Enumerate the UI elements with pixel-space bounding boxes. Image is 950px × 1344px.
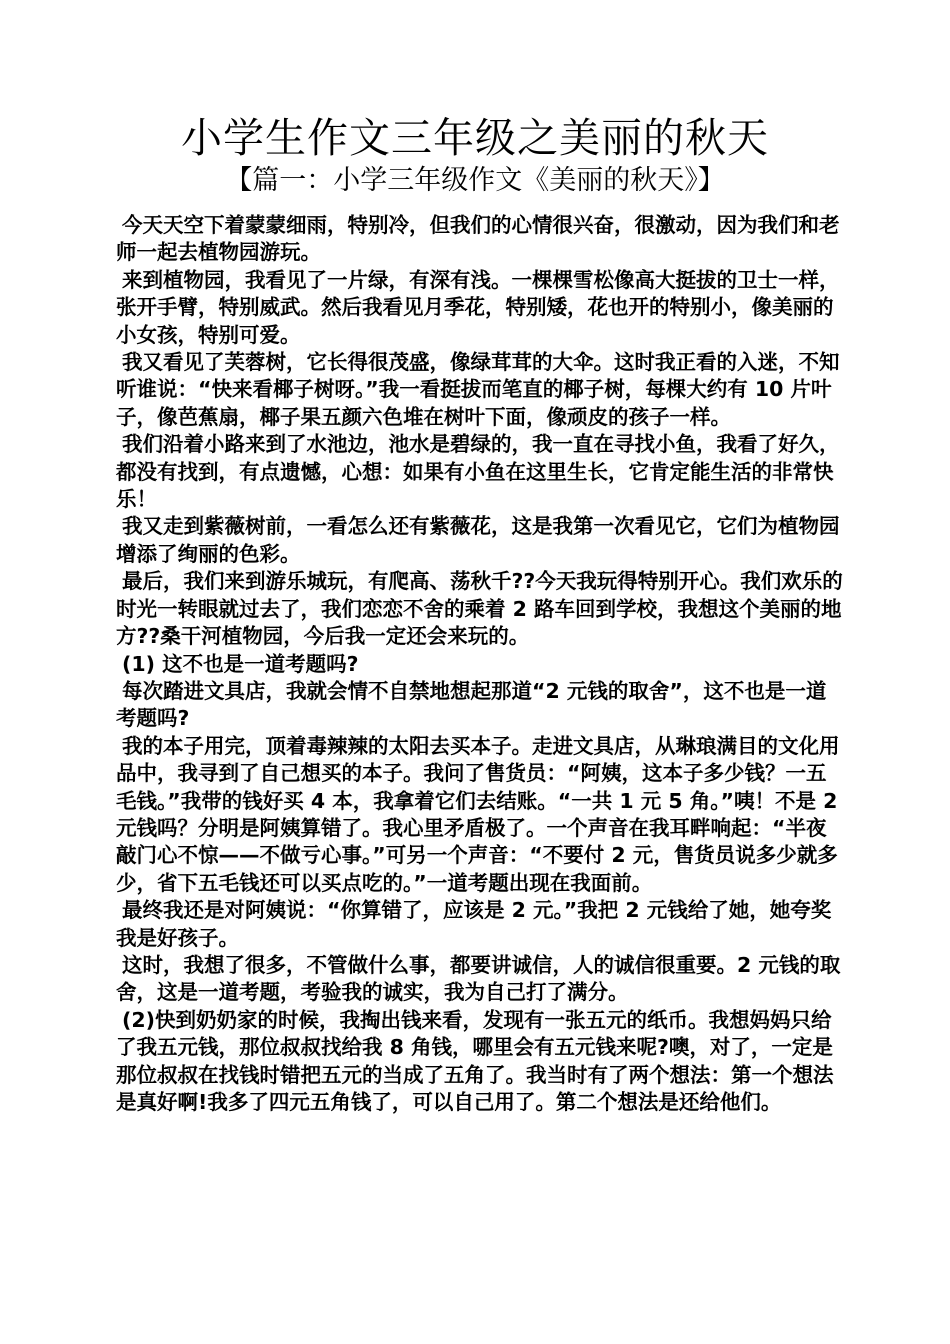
paragraph: 每次踏进文具店，我就会情不自禁地想起那道“2 元钱的取舍”，这不也是一道考题吗? (116, 678, 827, 731)
paragraph: (1) 这不也是一道考题吗? (122, 651, 359, 676)
paragraph: 今天天空下着蒙蒙细雨，特别冷，但我们的心情很兴奋，很激动，因为我们和老师一起去植物园游玩。 (116, 213, 840, 265)
paragraph: 最后，我们来到游乐城玩，有爬高、荡秋千??今天我玩得特别开心。我们欢乐的时光一转眼就过去了，我们恋恋不舍的乘着 2 路车回到学校，我想这个美丽的地方??桑干河植物园，今后我一定还会来玩的。 (116, 569, 843, 649)
paragraph: 我们沿着小路来到了水池边，池水是碧绿的，我一直在寻找小鱼，我看了好久，都没有找到，有点遗憾，心想：如果有小鱼在这里生长，它肯定能生活的非常快乐！ (116, 432, 840, 512)
paragraph: 来到植物园，我看见了一片绿，有深有浅。一棵棵雪松像高大挺拔的卫士一样，张开手臂，特别威武。然后我看见月季花，特别矮，花也开的特别小，像美丽的小女孩，特别可爱。 (116, 267, 840, 347)
paragraph: 最终我还是对阿姨说：“你算错了，应该是 2 元。”我把 2 元钱给了她，她夸奖我是好孩子。 (116, 898, 832, 950)
paragraph: (2)快到奶奶家的时候，我掏出钱来看，发现有一张五元的纸币。我想妈妈只给了我五元钱，那位叔叔找给我 8 角钱，哪里会有五元钱来呢?噢，对了，一定是那位叔叔在找钱时错把五元的当成了五角了。我当时有了两个想法：第一个想法是真好啊!我多了四元五角钱了，可以自己用了。第二个想法是还给他们。 (116, 1007, 834, 1114)
paragraph: 我又走到紫薇树前，一看怎么还有紫薇花，这是我第一次看见它，它们为植物园增添了绚丽的色彩。 (116, 514, 840, 566)
paragraph: 我的本子用完，顶着毒辣辣的太阳去买本子。走进文具店，从琳琅满目的文化用品中，我寻到了自己想买的本子。我问了售货员：“阿姨，这本子多少钱？一五毛钱。”我带的钱好买 4 本，我拿着它们去结账。“一共 1 元 5 角。”咦！不是 2 元钱吗？分明是阿姨算错了。我心里矛盾极了。一个声音在我耳畔响起：“半夜敲门心不惊——不做亏心事。”可另一个声音：“不要付 2 元，售货员说多少就多少，省下五毛钱还可以买点吃的。”一道考题出现在我面前。 (116, 733, 840, 895)
paragraph: 这时，我想了很多，不管做什么事，都要讲诚信，人的诚信很重要。2 元钱的取舍，这是一道考题，考验我的诚实，我为自己打了满分。 (116, 952, 841, 1005)
document-title: 小学生作文三年级之美丽的秋天 (181, 114, 769, 162)
paragraph: 我又看见了芙蓉树，它长得很茂盛，像绿茸茸的大伞。这时我正看的入迷，不知听谁说：“快来看椰子树呀。”我一看挺拔而笔直的椰子树，每棵大约有 10 片叶子，像芭蕉扇，椰子果五颜六色堆在树叶下面，像顽皮的孩子一样。 (116, 350, 840, 429)
document-subtitle: 【篇一：小学三年级作文《美丽的秋天》】 (225, 165, 725, 196)
document-body (116, 212, 846, 1116)
